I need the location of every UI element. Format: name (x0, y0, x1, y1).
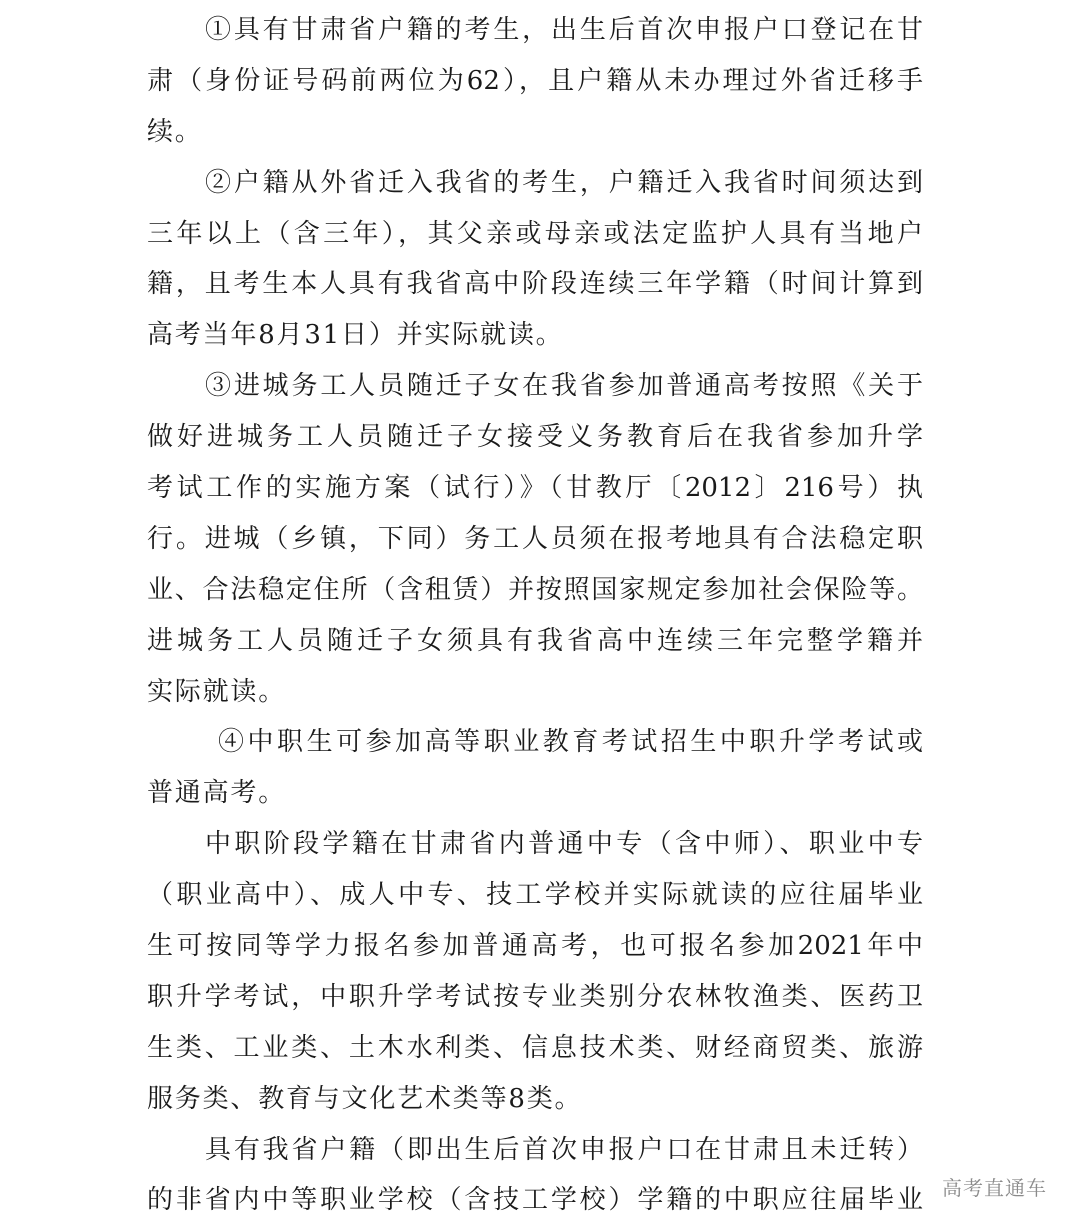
text-line: ①具有甘肃省户籍的考生，出生后首次申报户口登记在甘 (205, 15, 923, 45)
text-line: 进城务工人员随迁子女须具有我省高中连续三年完整学籍并 (147, 625, 923, 656)
text-line: 行。进城（乡镇，下同）务工人员须在报考地具有合法稳定职 (147, 523, 923, 554)
text-line: 考试工作的实施方案（试行）》（甘教厅〔2012〕216号）执 (147, 473, 923, 504)
text-line: 做好进城务工人员随迁子女接受义务教育后在我省参加升学 (147, 422, 923, 453)
watermark: 高考直通车 (942, 1176, 1047, 1200)
text-line: 三年以上（含三年），其父亲或母亲或法定监护人具有当地户 (147, 218, 923, 249)
text-line: 服务类、教育与文化艺术类等8类。 (147, 1083, 583, 1114)
text-line: 生类、工业类、土木水利类、信息技术类、财经商贸类、旅游 (147, 1032, 923, 1063)
text-line: 高考当年8月31日）并实际就读。 (147, 320, 564, 351)
text-line: 籍，且考生本人具有我省高中阶段连续三年学籍（时间计算到 (147, 269, 923, 300)
text-line: ②户籍从外省迁入我省的考生，户籍迁入我省时间须达到 (205, 167, 923, 198)
text-line: 续。 (147, 116, 203, 147)
text-line: 普通高考。 (147, 778, 287, 809)
text-line: 具有我省户籍（即出生后首次申报户口在甘肃且未迁转） (205, 1134, 923, 1165)
text-line: （职业高中）、成人中专、技工学校并实际就读的应往届毕业 (147, 880, 923, 911)
text-line: 业、合法稳定住所（含租赁）并按照国家规定参加社会保险等。 (147, 574, 923, 605)
document-body (147, 5, 923, 1226)
text-line: 中职阶段学籍在甘肃省内普通中专（含中师）、职业中专 (205, 829, 923, 860)
text-line: 生可按同等学力报名参加普通高考，也可报名参加2021年中 (147, 931, 923, 962)
text-line: ④中职生可参加高等职业教育考试招生中职升学考试或 (218, 727, 923, 758)
text-line: 肃（身份证号码前两位为62），且户籍从未办理过外省迁移手 (147, 65, 923, 96)
text-line: 职升学考试，中职升学考试按专业类别分农林牧渔类、医药卫 (147, 981, 923, 1012)
text-line: 的非省内中等职业学校（含技工学校）学籍的中职应往届毕业 (147, 1185, 923, 1216)
text-line: ③进城务工人员随迁子女在我省参加普通高考按照《关于 (205, 371, 923, 402)
text-line: 实际就读。 (147, 676, 287, 707)
